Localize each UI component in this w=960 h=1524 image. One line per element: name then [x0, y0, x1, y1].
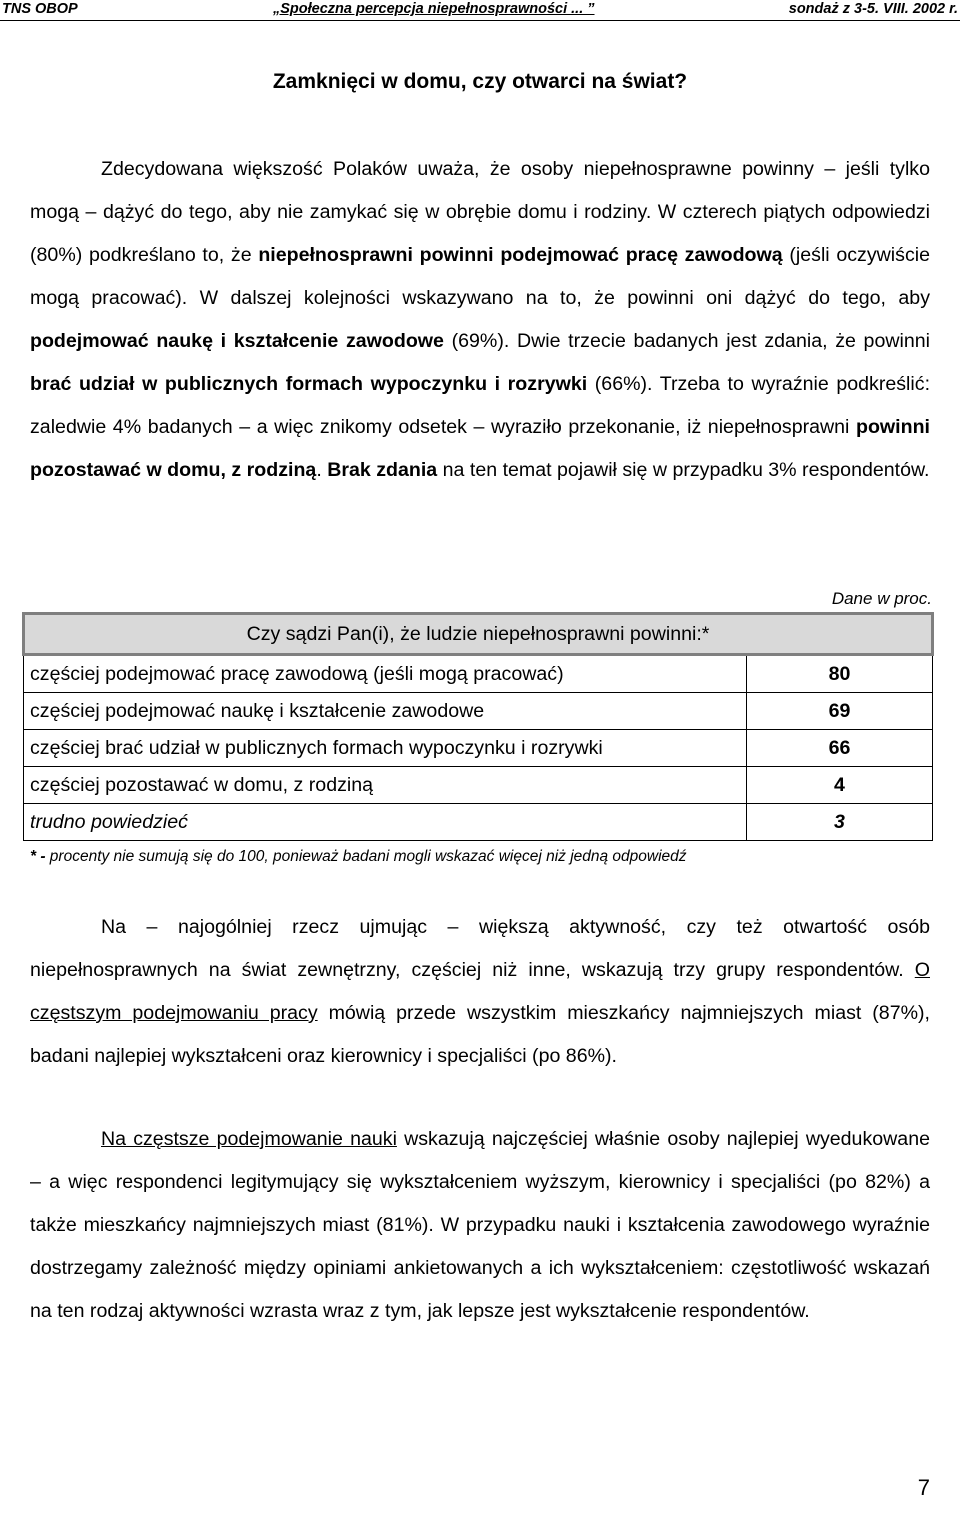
header-survey-date: sondaż z 3-5. VIII. 2002 r.	[788, 1, 958, 17]
row-value: 69	[747, 693, 933, 730]
bold-run: niepełnosprawni powinni podejmować pracę zawodową	[258, 244, 783, 266]
text-run: na ten temat pojawił się w przypadku 3% respondentów.	[437, 459, 930, 481]
text-run: (69%). Dwie trzecie badanych jest zdania, że powinni	[443, 330, 930, 352]
row-value: 4	[747, 767, 933, 804]
table-row	[24, 693, 933, 730]
row-label: częściej podejmować pracę zawodową (jeśli mogą pracować)	[24, 655, 747, 693]
header-org: TNS OBOP	[2, 1, 78, 17]
results-table	[22, 612, 934, 841]
table-row	[24, 730, 933, 767]
bold-run: powinni pozostawać w domu, z rodziną	[30, 416, 930, 481]
text-run: Na – najogólniej rzecz ujmując – większą aktywność, czy też otwartość osób niepełnosprawnych na świat zewnętrzny, częściej niż inne, wskazują trzy grupy respondentów.	[30, 916, 930, 981]
row-label: częściej podejmować naukę i kształcenie zawodowe	[24, 693, 747, 730]
paragraph-education	[30, 1118, 930, 1333]
text-run: Zdecydowana większość Polaków uważa, że osoby niepełnosprawne powinny – jeśli tylko mogą – dążyć do tego, aby nie zamykać się w obrębie domu i rodziny. W czterech piątych odpowiedzi (80%) podkreślano to, że	[30, 158, 930, 266]
text-run: .	[316, 459, 328, 481]
table-header-row	[24, 614, 933, 655]
paragraph-work	[30, 906, 930, 1078]
row-label: częściej pozostawać w domu, z rodziną	[24, 767, 747, 804]
page-number: 7	[917, 1475, 930, 1500]
row-value: 3	[747, 804, 933, 841]
table-footnote	[30, 848, 687, 866]
row-label: trudno powiedzieć	[24, 804, 747, 841]
table-question: Czy sądzi Pan(i), że ludzie niepełnosprawni powinni:*	[24, 614, 933, 655]
row-value: 66	[747, 730, 933, 767]
page-header	[0, 0, 960, 22]
text-run: (66%). Trzeba to wyraźnie podkreślić: zaledwie 4% badanych – a więc znikomy odsetek – wyraziło przekonanie, iż niepełnosprawni	[30, 373, 931, 438]
bold-run: Brak zdania	[327, 459, 438, 481]
footnote-mark: * -	[30, 848, 46, 865]
table-row	[24, 655, 933, 693]
paragraph-intro	[30, 148, 930, 492]
header-report-title: „Społeczna percepcja niepełnosprawności ... ”	[273, 1, 595, 17]
section-title: Zamknięci w domu, czy otwarci na świat?	[272, 70, 688, 93]
text-run: mówią przede wszystkim mieszkańcy najmniejszych miast (87%), badani najlepiej wykształceni oraz kierownicy i specjaliści (po 86%).	[30, 1002, 930, 1067]
bold-run: brać udział w publicznych formach wypoczynku i rozrywki	[30, 373, 588, 395]
underlined-run: O częstszym podejmowaniu pracy	[30, 959, 930, 1024]
text-run: wskazują najczęściej właśnie osoby najlepiej wyedukowane – a więc respondenci legitymujący się wykształceniem wyższym, kierownicy i specjaliści (po 82%) a także mieszkańcy najmniejszych miast (81%). W przypadku nauki i kształcenia zawodowego wyraźnie dostrzegamy zależność między opiniami ankietowanych a ich wykształceniem: częstotliwość wskazań na ten rodzaj aktywności wzrasta wraz z tym, jak lepsze jest wykształcenie respondentów.	[30, 1128, 930, 1322]
table-row	[24, 767, 933, 804]
table-row	[24, 804, 933, 841]
header-rule	[0, 20, 960, 21]
underlined-run: Na częstsze podejmowanie nauki	[101, 1128, 397, 1150]
row-value: 80	[747, 655, 933, 693]
footnote-text: procenty nie sumują się do 100, ponieważ badani mogli wskazać więcej niż jedną odpowiedź	[45, 848, 687, 865]
bold-run: podejmować naukę i kształcenie zawodowe	[30, 330, 444, 352]
unit-note: Dane w proc.	[831, 589, 932, 608]
text-run: (jeśli oczywiście mogą pracować). W dalszej kolejności wskazywano na to, że powinni oni dążyć do tego, aby	[30, 244, 930, 309]
row-label: częściej brać udział w publicznych formach wypoczynku i rozrywki	[24, 730, 747, 767]
